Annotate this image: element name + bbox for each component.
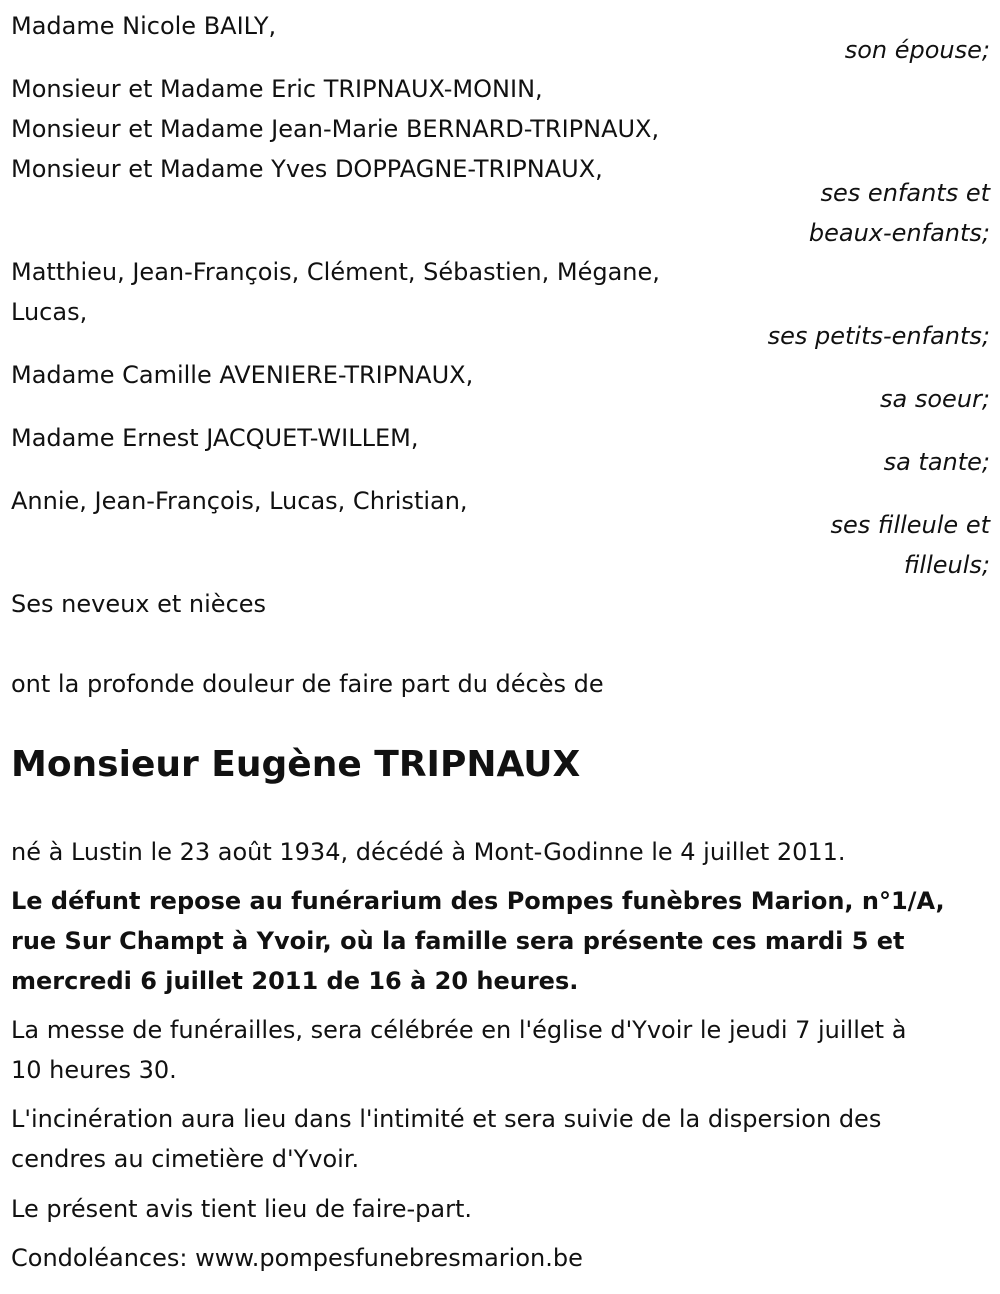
child-name: Monsieur et Madame Yves DOPPAGNE-TRIPNAUX,	[11, 155, 603, 183]
child-name: Monsieur et Madame Eric TRIPNAUX-MONIN,	[11, 75, 543, 103]
godchildren-relation: ses filleule et	[830, 511, 990, 539]
nephews-nieces: Ses neveux et nièces	[11, 590, 267, 618]
condolences-text: Condoléances: www.pompesfunebresmarion.be	[11, 1244, 583, 1272]
spouse-relation: son épouse;	[844, 36, 990, 64]
mass-text: 10 heures 30.	[11, 1056, 177, 1084]
grandchildren-relation: ses petits-enfants;	[767, 322, 990, 350]
announcement-text: ont la profonde douleur de faire part du décès de	[11, 670, 604, 698]
godchildren-names: Annie, Jean-François, Lucas, Christian,	[11, 487, 468, 515]
cremation-text: L'incinération aura lieu dans l'intimité et sera suivie de la dispersion des	[11, 1105, 882, 1133]
visitation-text: mercredi 6 juillet 2011 de 16 à 20 heures.	[11, 967, 579, 995]
child-name: Monsieur et Madame Jean-Marie BERNARD-TRIPNAUX,	[11, 115, 660, 143]
spouse-name: Madame Nicole BAILY,	[11, 12, 277, 40]
children-relation: beaux-enfants;	[808, 219, 990, 247]
children-relation: ses enfants et	[820, 179, 990, 207]
visitation-text: Le défunt repose au funérarium des Pompes funèbres Marion, n°1/A,	[11, 887, 945, 915]
grandchildren-names: Matthieu, Jean-François, Clément, Sébastien, Mégane,	[11, 258, 660, 286]
grandchildren-names: Lucas,	[11, 298, 88, 326]
sister-relation: sa soeur;	[880, 385, 990, 413]
birth-death-text: né à Lustin le 23 août 1934, décédé à Mont-Godinne le 4 juillet 2011.	[11, 838, 846, 866]
mass-text: La messe de funérailles, sera célébrée en l'église d'Yvoir le jeudi 7 juillet à	[11, 1016, 907, 1044]
deceased-name: Monsieur Eugène TRIPNAUX	[11, 744, 581, 785]
cremation-text: cendres au cimetière d'Yvoir.	[11, 1145, 360, 1173]
visitation-text: rue Sur Champt à Yvoir, où la famille sera présente ces mardi 5 et	[11, 927, 905, 955]
aunt-name: Madame Ernest JACQUET-WILLEM,	[11, 424, 419, 452]
godchildren-relation: filleuls;	[903, 551, 990, 579]
notice-text: Le présent avis tient lieu de faire-part.	[11, 1195, 473, 1223]
sister-name: Madame Camille AVENIERE-TRIPNAUX,	[11, 361, 474, 389]
aunt-relation: sa tante;	[883, 448, 990, 476]
